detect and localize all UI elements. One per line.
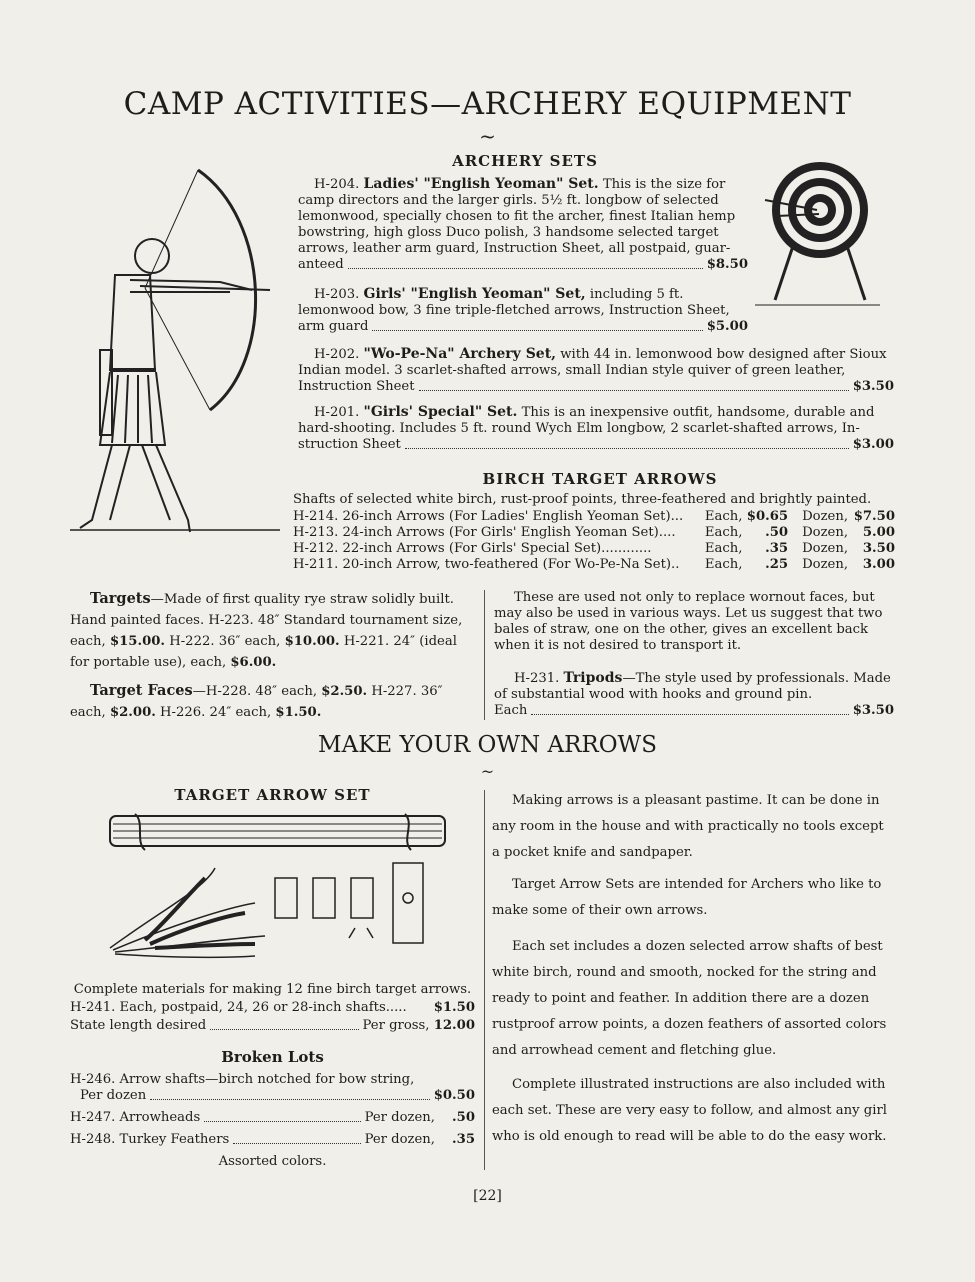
table-row (293, 509, 895, 525)
h247-desc: H-247. Arrowheads (70, 1110, 201, 1125)
dozen-label: Dozen, (802, 509, 849, 524)
item-text: This is the size for camp directors and the larger girls. 5½ ft. longbow of selected lemonwood, specially chosen to fit the archer, finest Italian hemp bowstring, high gloss Duco polish, 3 handsome selected target arrows, leather arm guard, Instruction Sheet, all postpaid, guar- (298, 177, 736, 256)
per-gross-price: 12.00 (433, 1018, 475, 1033)
broken-lots-heading: Broken Lots (221, 1048, 324, 1066)
item-tail: Instruction Sheet (298, 379, 415, 394)
item-name: "Wo-Pe-Na" Archery Set, (363, 346, 557, 362)
targets-paragraph (70, 588, 475, 673)
targets-text: —Made of first quality rye straw solidly built. Hand painted faces. H-223. 48″ Standard tournament size, each, (70, 592, 463, 649)
price-h227: $2.00. (109, 705, 156, 720)
each-price: .50 (765, 525, 789, 540)
arrow-desc: H-211. 20-inch Arrow, two-feathered (For Wo-Pe-Na Set).. (293, 557, 680, 572)
item-name: Girls' "English Yeoman" Set, (363, 286, 586, 302)
dozen-price: 5.00 (862, 525, 895, 540)
archer-illustration (70, 160, 290, 550)
item-h202 (298, 346, 894, 395)
tripod-name: Tripods (563, 670, 623, 686)
price-h221: $6.00. (230, 655, 277, 670)
faces-text: H-226. 24″ each, (160, 705, 272, 720)
page-title: CAMP ACTIVITIES—ARCHERY EQUIPMENT (123, 86, 852, 122)
target-faces-paragraph (70, 680, 475, 723)
item-name: "Girls' Special" Set. (363, 404, 518, 420)
item-text: This is an inexpensive outfit, handsome, durable and hard-shooting. Includes 5 ft. round Wych Elm longbow, 2 scarlet-shafted arrows, In- (298, 405, 875, 436)
target-illustration (755, 160, 885, 310)
tripod-tail: Each (494, 703, 528, 718)
table-row (293, 557, 895, 573)
h248-line (70, 1132, 475, 1148)
body-paragraph: Target Arrow Sets are intended for Archers who like to make some of their own arrows. (492, 877, 882, 918)
item-price: $3.00 (852, 437, 894, 452)
dozen-label: Dozen, (802, 541, 849, 556)
archery-sets-heading: ARCHERY SETS (452, 152, 598, 170)
table-row (293, 525, 895, 541)
h248-unit: Per dozen, (364, 1132, 435, 1147)
each-label: Each, (704, 557, 743, 572)
make-arrows-title: MAKE YOUR OWN ARROWS (318, 732, 657, 758)
faces-usage-paragraph: These are used not only to replace wornout faces, but may also be used in various ways. Let us suggest that two bales of straw, one on the other, gives an excellent back when it is not desired to transport it. (494, 590, 883, 653)
h247-line (70, 1110, 475, 1126)
dozen-label: Dozen, (802, 525, 849, 540)
tripod-price: $3.50 (852, 703, 894, 718)
each-price: .25 (765, 557, 789, 572)
ornament-middle: ~ (480, 762, 495, 781)
item-price: $5.00 (706, 319, 748, 334)
body-paragraph: Making arrows is a pleasant pastime. It can be done in any room in the house and with practically no tools except a pocket knife and sandpaper. (492, 793, 884, 860)
h246-desc: H-246. Arrow shafts—birch notched for bow string, (70, 1072, 415, 1087)
birch-arrows-heading: BIRCH TARGET ARROWS (482, 470, 718, 488)
price-h226: $1.50. (275, 705, 322, 720)
column-divider (484, 790, 485, 1170)
each-label: Each, (704, 541, 743, 556)
page-number: [22] (473, 1188, 502, 1204)
price-h223: $15.00. (109, 634, 166, 649)
each-label: Each, (704, 509, 743, 524)
each-price: $0.65 (746, 509, 789, 524)
h241-line (70, 1000, 475, 1016)
per-gross-label: Per gross, (362, 1018, 430, 1033)
dozen-label: Dozen, (802, 557, 849, 572)
state-length-line (70, 1018, 475, 1034)
item-code: H-204. (314, 177, 360, 192)
item-text: including 5 ft. lemonwood bow, 3 fine triple-fletched arrows, Instruction Sheet, (298, 287, 730, 318)
table-row (293, 541, 895, 557)
assorted-colors-text: Assorted colors. (218, 1154, 327, 1169)
item-code: H-202. (314, 347, 360, 362)
h248-desc: H-248. Turkey Feathers (70, 1132, 230, 1147)
faces-text: —H-228. 48″ each, (192, 684, 318, 699)
tripod-code: H-231. (514, 671, 560, 686)
item-price: $8.50 (706, 257, 748, 272)
column-divider (484, 590, 485, 720)
item-code: H-203. (314, 287, 360, 302)
item-code: H-201. (314, 405, 360, 420)
targets-text: H-222. 36″ each, (169, 634, 281, 649)
body-paragraph: Complete illustrated instructions are also included with each set. These are very easy to follow, and almost any girl who is old enough to read will be able to do the easy work. (492, 1077, 887, 1144)
item-h204 (298, 176, 748, 273)
h241-desc: H-241. Each, postpaid, 24, 26 or 28-inch shafts..... (70, 1000, 407, 1015)
targets-text: H-221. 24″ (ideal for portable use), each, (70, 634, 457, 670)
feathers-and-points-illustration (105, 858, 435, 968)
item-h203 (298, 286, 748, 335)
h247-unit: Per dozen, (364, 1110, 435, 1125)
dozen-price: 3.50 (862, 541, 895, 556)
ornament-top: ~ (479, 124, 496, 148)
arrow-desc: H-214. 26-inch Arrows (For Ladies' English Yeoman Set)... (293, 509, 684, 524)
body-paragraph: Each set includes a dozen selected arrow shafts of best white birch, round and smooth, nocked for the string and ready to point and feather. In addition there are a dozen rustproof arrow points, a dozen feathers of assorted colors and arrowhead cement and fletching glue. (492, 939, 887, 1058)
item-tail: anteed (298, 257, 344, 272)
birch-arrows-table (293, 509, 895, 573)
state-length-text: State length desired (70, 1018, 207, 1033)
target-faces-lead: Target Faces (90, 682, 193, 699)
target-arrow-set-heading: TARGET ARROW SET (174, 786, 371, 804)
arrow-shafts-illustration (105, 812, 450, 852)
h246-price: $0.50 (433, 1088, 475, 1103)
item-tail: arm guard (298, 319, 369, 334)
targets-lead: Targets (90, 590, 151, 607)
complete-materials-text: Complete materials for making 12 fine birch target arrows. (73, 982, 472, 997)
item-name: Ladies' "English Yeoman" Set. (363, 176, 599, 192)
h247-price: .50 (452, 1110, 475, 1125)
item-h201 (298, 404, 894, 453)
birch-arrows-intro: Shafts of selected white birch, rust-proof points, three-feathered and brightly painted. (293, 492, 872, 507)
dozen-price: 3.00 (862, 557, 895, 572)
item-text: with 44 in. lemonwood bow designed after Sioux Indian model. 3 scarlet-shafted arrows, small Indian style quiver of green leather, (298, 347, 887, 378)
each-label: Each, (704, 525, 743, 540)
tripod-paragraph (494, 670, 894, 719)
tripod-text: —The style used by professionals. Made of substantial wood with hooks and ground pin. (494, 671, 891, 702)
dozen-price: $7.50 (853, 509, 895, 524)
arrow-desc: H-212. 22-inch Arrows (For Girls' Special Set)............ (293, 541, 652, 556)
faces-text: H-227. 36″ each, (70, 684, 443, 720)
item-price: $3.50 (852, 379, 894, 394)
item-tail: struction Sheet (298, 437, 401, 452)
h241-price: $1.50 (433, 1000, 475, 1015)
each-price: .35 (765, 541, 789, 556)
price-h222: $10.00. (284, 634, 340, 649)
h246-line (80, 1088, 475, 1104)
h248-price: .35 (452, 1132, 475, 1147)
h246-per: Per dozen (80, 1088, 147, 1103)
arrow-desc: H-213. 24-inch Arrows (For Girls' English Yeoman Set).... (293, 525, 676, 540)
price-h228: $2.50. (321, 684, 368, 699)
